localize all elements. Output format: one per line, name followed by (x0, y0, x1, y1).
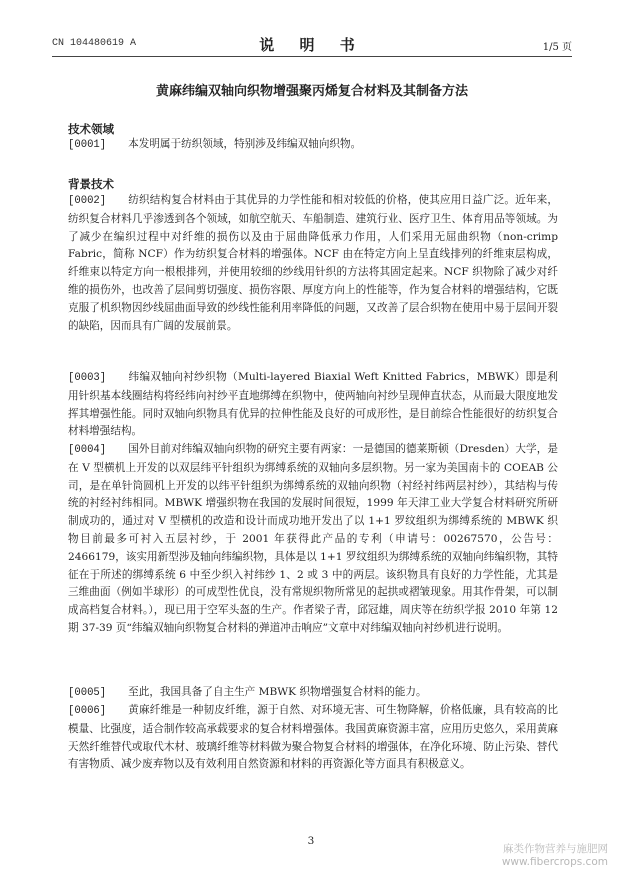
header-rule (52, 56, 572, 57)
paragraph-0005 (68, 684, 558, 703)
paragraph-text: 国外目前对纬编双轴向织物的研究主要有两家：一是德国的德莱斯顿（Dresden）大学，是在 V 型横机上开发的以双层纬平针组织为绑缚系统的双轴向多层织物。另一家为美国南卡的 COEAB 公司，是在单针筒圆机上开发的以纬平针组织为绑缚系统的双轴向织物（衬经衬纬两层衬纱），其结构与传统的衬经衬纬相同。MBWK 增强织物在我国的发展时间很短，1999 年天津工业大学复合材料研究所研制成功的，通过对 V 型横机的改造和设计而成功地开发出了以 1+1 罗纹组织为绑缚系统的 MBWK 织物目前最多可衬入五层衬纱，于 2001 年获得此产品的专利（申请号：00267570，公告号：2466179，该实用新型涉及轴向纬编织物，具体是以 1+1 罗纹组织为绑缚系统的双轴向纬编织物，其特征在于所述的绑缚系统 6 中至少织入衬纬纱 1、2 或 3 中的两层。该织物具有良好的力学性能，尤其是三维曲面（例如半球形）的可成型性优良，没有常规织物所常见的起拱或褶皱现象。用其作骨架，可以制成高档复合材料。），现已用于空军头盔的生产。作者梁子青，邱冠雄，周庆等在纺织学报 2010 年第 12 期 37-39 页“纬编双轴向织物复合材料的弹道冲击响应”文章中对纬编双轴向衬纱机进行说明。 (68, 443, 558, 634)
watermark-site-name: 麻类作物营养与施肥网 (503, 843, 608, 855)
page-number: 3 (307, 835, 315, 847)
page-header (52, 34, 572, 54)
paragraph-number: [0001] (68, 139, 107, 151)
page-indicator: 1/5 页 (542, 42, 572, 53)
paragraph-number: [0005] (68, 687, 107, 699)
paragraph-text: 本发明属于纺织领域，特别涉及纬编双轴向织物。 (128, 138, 362, 150)
paragraph-0001 (68, 136, 558, 155)
watermark-url: www.fibercrops.com (501, 856, 608, 868)
paragraph-0003 (68, 369, 558, 441)
watermark (502, 843, 608, 869)
document-title: 黄麻纬编双轴向织物增强聚丙烯复合材料及其制备方法 (155, 84, 468, 99)
document-type: 说 明 书 (259, 36, 365, 54)
section-heading-field: 技术领域 (68, 122, 114, 136)
paragraph-text: 纺织结构复合材料由于其优异的力学性能和相对较低的价格，使其应用日益广泛。近年来，纺织复合材料几乎渗透到各个领域，如航空航天、车船制造、建筑行业、医疗卫生、体育用品等领域。为了减少在编织过程中对纤维的损伤以及由于屈曲降低承力作用，人们采用无屈曲织物（non-crimp Fabric，简称 NCF）作为纺织复合材料的增强体。NCF 由在特定方向上呈直线排列的纤维束层构成，纤维束以特定方向一根根排列，并使用较细的纱线用针织的方法将其固定起来。NCF 织物除了减少对纤维的损伤外，也改善了层间剪切强度、损伤容限、厚度方向上的性能等，作为复合材料的增强结构，它既克服了机织物因纱线屈曲面导致的纱线性能利用率降低的问题，又改善了层合织物在使用中易于层间开裂的缺陷，因而具有广阔的发展前景。 (68, 194, 558, 332)
section-heading-background: 背景技术 (68, 177, 114, 191)
paragraph-0002 (68, 192, 558, 335)
paragraph-text: 黄麻纤维是一种韧皮纤维，源于自然、对环境无害、可生物降解，价格低廉，具有较高的比模量、比强度，适合制作较高承载要求的复合材料增强体。我国黄麻资源丰富，应用历史悠久，采用黄麻天然纤维替代或取代木材、玻璃纤维等材料做为聚合物复合材料的增强体，在净化环境、防止污染、替代有害物质、减少废弃物以及有效利用自然资源和材料的再资源化等方面具有积极意义。 (68, 704, 558, 771)
paragraph-number: [0006] (68, 705, 107, 717)
paragraph-0004 (68, 441, 558, 638)
paragraph-text: 至此，我国具备了自主生产 MBWK 织物增强复合材料的能力。 (128, 686, 427, 698)
paragraph-number: [0002] (68, 195, 107, 207)
paragraph-number: [0004] (68, 444, 107, 456)
paragraph-0006 (68, 702, 558, 774)
paragraph-number: [0003] (68, 372, 107, 384)
paragraph-text: 纬编双轴向衬纱织物（Multi-layered Biaxial Weft Knitted Fabrics，MBWK）即是利用针织基本线圈结构将经纬向衬纱平直地绑缚在织物中，使两轴向衬纱呈现伸直状态，从而最大限度地发挥其增强性能。同时双轴向织物具有优异的拉伸性能及良好的可成形性，是目前综合性能很好的纺织复合材料增强结构。 (68, 371, 558, 438)
patent-number: CN 104480619 A (52, 38, 137, 49)
